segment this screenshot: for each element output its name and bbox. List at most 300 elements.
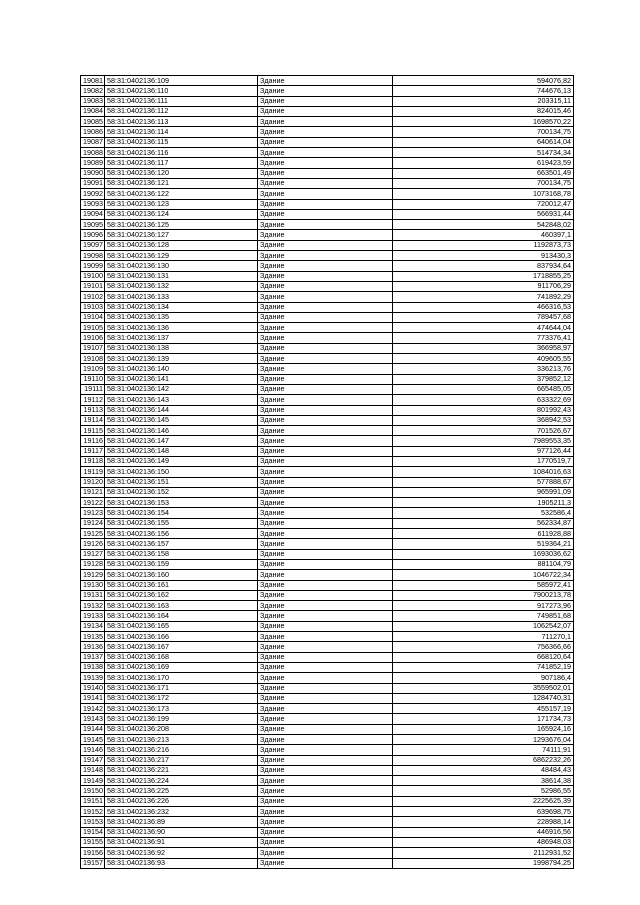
cadastral-value: 640614,04 xyxy=(393,137,574,147)
cadastral-value: 1046722,34 xyxy=(393,570,574,580)
cadastral-value: 1192873,73 xyxy=(393,240,574,250)
object-type: Здание xyxy=(258,549,393,559)
table-row xyxy=(81,364,574,374)
cadastral-number: 58:31:0402136:123 xyxy=(105,199,258,209)
cadastral-number: 58:31:0402136:136 xyxy=(105,323,258,333)
cadastral-number: 58:31:0402136:114 xyxy=(105,127,258,137)
object-type: Здание xyxy=(258,209,393,219)
table-row xyxy=(81,735,574,745)
cadastral-number: 58:31:0402136:124 xyxy=(105,209,258,219)
object-type: Здание xyxy=(258,148,393,158)
object-type: Здание xyxy=(258,374,393,384)
row-number: 19133 xyxy=(81,611,105,621)
cadastral-number: 58:31:0402136:135 xyxy=(105,312,258,322)
cadastral-value: 824015,46 xyxy=(393,106,574,116)
row-number: 19117 xyxy=(81,446,105,456)
object-type: Здание xyxy=(258,281,393,291)
object-type: Здание xyxy=(258,858,393,868)
object-type: Здание xyxy=(258,323,393,333)
object-type: Здание xyxy=(258,786,393,796)
table-row xyxy=(81,271,574,281)
cadastral-number: 58:31:0402136:92 xyxy=(105,848,258,858)
object-type: Здание xyxy=(258,96,393,106)
row-number: 19096 xyxy=(81,230,105,240)
row-number: 19115 xyxy=(81,426,105,436)
cadastral-value: 1905211,3 xyxy=(393,498,574,508)
cadastral-value: 466316,53 xyxy=(393,302,574,312)
cadastral-value: 773376,41 xyxy=(393,333,574,343)
cadastral-number: 58:31:0402136:161 xyxy=(105,580,258,590)
row-number: 19125 xyxy=(81,529,105,539)
cadastral-value: 907186,4 xyxy=(393,673,574,683)
object-type: Здание xyxy=(258,127,393,137)
row-number: 19088 xyxy=(81,148,105,158)
object-type: Здание xyxy=(258,827,393,837)
row-number: 19119 xyxy=(81,467,105,477)
cadastral-value: 6862232,26 xyxy=(393,755,574,765)
cadastral-number: 58:31:0402136:110 xyxy=(105,86,258,96)
row-number: 19157 xyxy=(81,858,105,868)
cadastral-number: 58:31:0402136:89 xyxy=(105,817,258,827)
row-number: 19104 xyxy=(81,312,105,322)
object-type: Здание xyxy=(258,230,393,240)
table-row xyxy=(81,580,574,590)
table-row xyxy=(81,281,574,291)
object-type: Здание xyxy=(258,456,393,466)
cadastral-number: 58:31:0402136:120 xyxy=(105,168,258,178)
cadastral-value: 633322,69 xyxy=(393,395,574,405)
object-type: Здание xyxy=(258,848,393,858)
cadastral-value: 913430,3 xyxy=(393,251,574,261)
cadastral-value: 1284740,31 xyxy=(393,693,574,703)
cadastral-value: 585972,41 xyxy=(393,580,574,590)
table-row xyxy=(81,642,574,652)
cadastral-value: 460397,1 xyxy=(393,230,574,240)
row-number: 19111 xyxy=(81,384,105,394)
table-row xyxy=(81,662,574,672)
row-number: 19093 xyxy=(81,199,105,209)
object-type: Здание xyxy=(258,178,393,188)
table-row xyxy=(81,508,574,518)
table-row xyxy=(81,343,574,353)
cadastral-number: 58:31:0402136:172 xyxy=(105,693,258,703)
cadastral-value: 837934,64 xyxy=(393,261,574,271)
table-row xyxy=(81,395,574,405)
object-type: Здание xyxy=(258,632,393,642)
table-row xyxy=(81,168,574,178)
table-row xyxy=(81,796,574,806)
cadastral-number: 58:31:0402136:146 xyxy=(105,426,258,436)
table-row xyxy=(81,745,574,755)
object-type: Здание xyxy=(258,693,393,703)
table-body xyxy=(81,76,574,869)
row-number: 19138 xyxy=(81,662,105,672)
cadastral-number: 58:31:0402136:164 xyxy=(105,611,258,621)
cadastral-number: 58:31:0402136:213 xyxy=(105,735,258,745)
object-type: Здание xyxy=(258,745,393,755)
cadastral-value: 171734,73 xyxy=(393,714,574,724)
object-type: Здание xyxy=(258,735,393,745)
object-type: Здание xyxy=(258,251,393,261)
row-number: 19156 xyxy=(81,848,105,858)
row-number: 19113 xyxy=(81,405,105,415)
cadastral-value: 38614,38 xyxy=(393,776,574,786)
object-type: Здание xyxy=(258,765,393,775)
row-number: 19116 xyxy=(81,436,105,446)
row-number: 19106 xyxy=(81,333,105,343)
cadastral-number: 58:31:0402136:127 xyxy=(105,230,258,240)
table-row xyxy=(81,178,574,188)
object-type: Здание xyxy=(258,343,393,353)
cadastral-value: 577888,67 xyxy=(393,477,574,487)
row-number: 19154 xyxy=(81,827,105,837)
object-type: Здание xyxy=(258,436,393,446)
object-type: Здание xyxy=(258,354,393,364)
cadastral-value: 663501,49 xyxy=(393,168,574,178)
cadastral-value: 977126,44 xyxy=(393,446,574,456)
cadastral-value: 1998794,25 xyxy=(393,858,574,868)
object-type: Здание xyxy=(258,642,393,652)
cadastral-number: 58:31:0402136:160 xyxy=(105,570,258,580)
cadastral-number: 58:31:0402136:112 xyxy=(105,106,258,116)
table-row xyxy=(81,251,574,261)
cadastral-number: 58:31:0402136:232 xyxy=(105,807,258,817)
table-row xyxy=(81,673,574,683)
object-type: Здание xyxy=(258,333,393,343)
cadastral-number: 58:31:0402136:216 xyxy=(105,745,258,755)
cadastral-number: 58:31:0402136:152 xyxy=(105,487,258,497)
cadastral-number: 58:31:0402136:208 xyxy=(105,724,258,734)
table-row xyxy=(81,827,574,837)
cadastral-value: 700134,75 xyxy=(393,127,574,137)
row-number: 19081 xyxy=(81,76,105,86)
cadastral-number: 58:31:0402136:139 xyxy=(105,354,258,364)
row-number: 19101 xyxy=(81,281,105,291)
table-row xyxy=(81,86,574,96)
object-type: Здание xyxy=(258,405,393,415)
cadastral-number: 58:31:0402136:128 xyxy=(105,240,258,250)
cadastral-number: 58:31:0402136:168 xyxy=(105,652,258,662)
cadastral-number: 58:31:0402136:129 xyxy=(105,251,258,261)
row-number: 19085 xyxy=(81,117,105,127)
cadastral-number: 58:31:0402136:157 xyxy=(105,539,258,549)
cadastral-value: 474644,04 xyxy=(393,323,574,333)
table-row xyxy=(81,498,574,508)
cadastral-number: 58:31:0402136:122 xyxy=(105,189,258,199)
cadastral-value: 911706,29 xyxy=(393,281,574,291)
row-number: 19091 xyxy=(81,178,105,188)
object-type: Здание xyxy=(258,312,393,322)
cadastral-number: 58:31:0402136:162 xyxy=(105,590,258,600)
cadastral-value-table xyxy=(80,75,574,869)
cadastral-value: 366958,97 xyxy=(393,343,574,353)
table-row xyxy=(81,302,574,312)
row-number: 19105 xyxy=(81,323,105,333)
table-row xyxy=(81,76,574,86)
cadastral-value: 917273,96 xyxy=(393,601,574,611)
document-page xyxy=(80,75,574,869)
cadastral-number: 58:31:0402136:171 xyxy=(105,683,258,693)
cadastral-number: 58:31:0402136:225 xyxy=(105,786,258,796)
object-type: Здание xyxy=(258,529,393,539)
row-number: 19086 xyxy=(81,127,105,137)
table-row xyxy=(81,446,574,456)
object-type: Здание xyxy=(258,477,393,487)
cadastral-value: 756366,66 xyxy=(393,642,574,652)
cadastral-value: 789457,68 xyxy=(393,312,574,322)
object-type: Здание xyxy=(258,467,393,477)
table-row xyxy=(81,704,574,714)
cadastral-value: 1698570,22 xyxy=(393,117,574,127)
table-row xyxy=(81,117,574,127)
cadastral-number: 58:31:0402136:165 xyxy=(105,621,258,631)
row-number: 19144 xyxy=(81,724,105,734)
table-row xyxy=(81,518,574,528)
cadastral-number: 58:31:0402136:144 xyxy=(105,405,258,415)
cadastral-value: 665485,05 xyxy=(393,384,574,394)
cadastral-number: 58:31:0402136:116 xyxy=(105,148,258,158)
cadastral-number: 58:31:0402136:169 xyxy=(105,662,258,672)
object-type: Здание xyxy=(258,796,393,806)
cadastral-value: 566931,44 xyxy=(393,209,574,219)
table-row xyxy=(81,755,574,765)
table-row xyxy=(81,559,574,569)
cadastral-value: 2112931,52 xyxy=(393,848,574,858)
object-type: Здание xyxy=(258,415,393,425)
cadastral-number: 58:31:0402136:117 xyxy=(105,158,258,168)
table-row xyxy=(81,426,574,436)
table-row xyxy=(81,374,574,384)
table-row xyxy=(81,817,574,827)
cadastral-number: 58:31:0402136:121 xyxy=(105,178,258,188)
cadastral-value: 741852,19 xyxy=(393,662,574,672)
row-number: 19121 xyxy=(81,487,105,497)
cadastral-value: 446916,56 xyxy=(393,827,574,837)
cadastral-number: 58:31:0402136:143 xyxy=(105,395,258,405)
cadastral-number: 58:31:0402136:132 xyxy=(105,281,258,291)
object-type: Здание xyxy=(258,498,393,508)
cadastral-value: 741892,29 xyxy=(393,292,574,302)
object-type: Здание xyxy=(258,446,393,456)
cadastral-value: 700134,75 xyxy=(393,178,574,188)
object-type: Здание xyxy=(258,559,393,569)
object-type: Здание xyxy=(258,302,393,312)
cadastral-number: 58:31:0402136:199 xyxy=(105,714,258,724)
cadastral-number: 58:31:0402136:153 xyxy=(105,498,258,508)
table-row xyxy=(81,693,574,703)
cadastral-value: 228988,14 xyxy=(393,817,574,827)
cadastral-number: 58:31:0402136:134 xyxy=(105,302,258,312)
cadastral-number: 58:31:0402136:113 xyxy=(105,117,258,127)
cadastral-number: 58:31:0402136:154 xyxy=(105,508,258,518)
cadastral-number: 58:31:0402136:109 xyxy=(105,76,258,86)
object-type: Здание xyxy=(258,117,393,127)
cadastral-number: 58:31:0402136:91 xyxy=(105,837,258,847)
cadastral-number: 58:31:0402136:133 xyxy=(105,292,258,302)
object-type: Здание xyxy=(258,673,393,683)
row-number: 19110 xyxy=(81,374,105,384)
table-row xyxy=(81,467,574,477)
cadastral-value: 801992,43 xyxy=(393,405,574,415)
table-row xyxy=(81,786,574,796)
row-number: 19155 xyxy=(81,837,105,847)
row-number: 19137 xyxy=(81,652,105,662)
row-number: 19128 xyxy=(81,559,105,569)
cadastral-number: 58:31:0402136:173 xyxy=(105,704,258,714)
row-number: 19112 xyxy=(81,395,105,405)
table-row xyxy=(81,549,574,559)
row-number: 19099 xyxy=(81,261,105,271)
table-row xyxy=(81,333,574,343)
row-number: 19094 xyxy=(81,209,105,219)
row-number: 19146 xyxy=(81,745,105,755)
cadastral-number: 58:31:0402136:224 xyxy=(105,776,258,786)
cadastral-number: 58:31:0402136:131 xyxy=(105,271,258,281)
table-row xyxy=(81,652,574,662)
cadastral-number: 58:31:0402136:138 xyxy=(105,343,258,353)
cadastral-number: 58:31:0402136:217 xyxy=(105,755,258,765)
table-row xyxy=(81,137,574,147)
row-number: 19118 xyxy=(81,456,105,466)
cadastral-number: 58:31:0402136:149 xyxy=(105,456,258,466)
cadastral-value: 2225625,39 xyxy=(393,796,574,806)
row-number: 19151 xyxy=(81,796,105,806)
row-number: 19109 xyxy=(81,364,105,374)
table-row xyxy=(81,529,574,539)
row-number: 19127 xyxy=(81,549,105,559)
cadastral-value: 619423,59 xyxy=(393,158,574,168)
cadastral-number: 58:31:0402136:159 xyxy=(105,559,258,569)
object-type: Здание xyxy=(258,580,393,590)
cadastral-value: 3559502,01 xyxy=(393,683,574,693)
table-row xyxy=(81,127,574,137)
object-type: Здание xyxy=(258,508,393,518)
object-type: Здание xyxy=(258,384,393,394)
table-row xyxy=(81,724,574,734)
cadastral-value: 52986,55 xyxy=(393,786,574,796)
cadastral-value: 611928,88 xyxy=(393,529,574,539)
object-type: Здание xyxy=(258,590,393,600)
table-row xyxy=(81,837,574,847)
row-number: 19120 xyxy=(81,477,105,487)
cadastral-value: 455157,19 xyxy=(393,704,574,714)
table-row xyxy=(81,765,574,775)
cadastral-number: 58:31:0402136:151 xyxy=(105,477,258,487)
cadastral-value: 594076,82 xyxy=(393,76,574,86)
cadastral-value: 881104,79 xyxy=(393,559,574,569)
table-row xyxy=(81,848,574,858)
object-type: Здание xyxy=(258,426,393,436)
row-number: 19108 xyxy=(81,354,105,364)
object-type: Здание xyxy=(258,158,393,168)
table-row xyxy=(81,539,574,549)
cadastral-value: 749851,68 xyxy=(393,611,574,621)
row-number: 19114 xyxy=(81,415,105,425)
cadastral-value: 720012,47 xyxy=(393,199,574,209)
object-type: Здание xyxy=(258,220,393,230)
cadastral-value: 1084016,63 xyxy=(393,467,574,477)
object-type: Здание xyxy=(258,168,393,178)
cadastral-number: 58:31:0402136:111 xyxy=(105,96,258,106)
cadastral-value: 7900213,78 xyxy=(393,590,574,600)
object-type: Здание xyxy=(258,714,393,724)
table-row xyxy=(81,601,574,611)
row-number: 19082 xyxy=(81,86,105,96)
cadastral-value: 203315,11 xyxy=(393,96,574,106)
cadastral-value: 542848,02 xyxy=(393,220,574,230)
object-type: Здание xyxy=(258,395,393,405)
cadastral-number: 58:31:0402136:226 xyxy=(105,796,258,806)
cadastral-value: 711270,1 xyxy=(393,632,574,642)
row-number: 19131 xyxy=(81,590,105,600)
table-row xyxy=(81,158,574,168)
row-number: 19152 xyxy=(81,807,105,817)
row-number: 19124 xyxy=(81,518,105,528)
row-number: 19084 xyxy=(81,106,105,116)
row-number: 19149 xyxy=(81,776,105,786)
cadastral-value: 514734,34 xyxy=(393,148,574,158)
row-number: 19150 xyxy=(81,786,105,796)
row-number: 19083 xyxy=(81,96,105,106)
object-type: Здание xyxy=(258,652,393,662)
object-type: Здание xyxy=(258,662,393,672)
cadastral-number: 58:31:0402136:163 xyxy=(105,601,258,611)
row-number: 19092 xyxy=(81,189,105,199)
cadastral-value: 1693036,62 xyxy=(393,549,574,559)
cadastral-number: 58:31:0402136:167 xyxy=(105,642,258,652)
table-row xyxy=(81,96,574,106)
table-row xyxy=(81,148,574,158)
cadastral-number: 58:31:0402136:140 xyxy=(105,364,258,374)
cadastral-value: 1293676,04 xyxy=(393,735,574,745)
table-row xyxy=(81,240,574,250)
cadastral-number: 58:31:0402136:155 xyxy=(105,518,258,528)
cadastral-value: 701526,67 xyxy=(393,426,574,436)
row-number: 19103 xyxy=(81,302,105,312)
row-number: 19132 xyxy=(81,601,105,611)
cadastral-value: 368942,53 xyxy=(393,415,574,425)
cadastral-value: 519364,21 xyxy=(393,539,574,549)
cadastral-value: 336213,76 xyxy=(393,364,574,374)
table-row xyxy=(81,323,574,333)
cadastral-value: 409605,55 xyxy=(393,354,574,364)
cadastral-value: 1718855,25 xyxy=(393,271,574,281)
cadastral-value: 1770519,7 xyxy=(393,456,574,466)
cadastral-number: 58:31:0402136:166 xyxy=(105,632,258,642)
object-type: Здание xyxy=(258,837,393,847)
object-type: Здание xyxy=(258,683,393,693)
row-number: 19087 xyxy=(81,137,105,147)
cadastral-value: 1073168,78 xyxy=(393,189,574,199)
table-row xyxy=(81,456,574,466)
cadastral-value: 7989553,35 xyxy=(393,436,574,446)
cadastral-number: 58:31:0402136:137 xyxy=(105,333,258,343)
row-number: 19135 xyxy=(81,632,105,642)
table-row xyxy=(81,354,574,364)
cadastral-number: 58:31:0402136:125 xyxy=(105,220,258,230)
object-type: Здание xyxy=(258,518,393,528)
object-type: Здание xyxy=(258,199,393,209)
table-row xyxy=(81,714,574,724)
table-row xyxy=(81,405,574,415)
cadastral-value: 486948,03 xyxy=(393,837,574,847)
row-number: 19147 xyxy=(81,755,105,765)
table-row xyxy=(81,189,574,199)
cadastral-number: 58:31:0402136:170 xyxy=(105,673,258,683)
table-row xyxy=(81,611,574,621)
cadastral-value: 379852,12 xyxy=(393,374,574,384)
cadastral-number: 58:31:0402136:147 xyxy=(105,436,258,446)
